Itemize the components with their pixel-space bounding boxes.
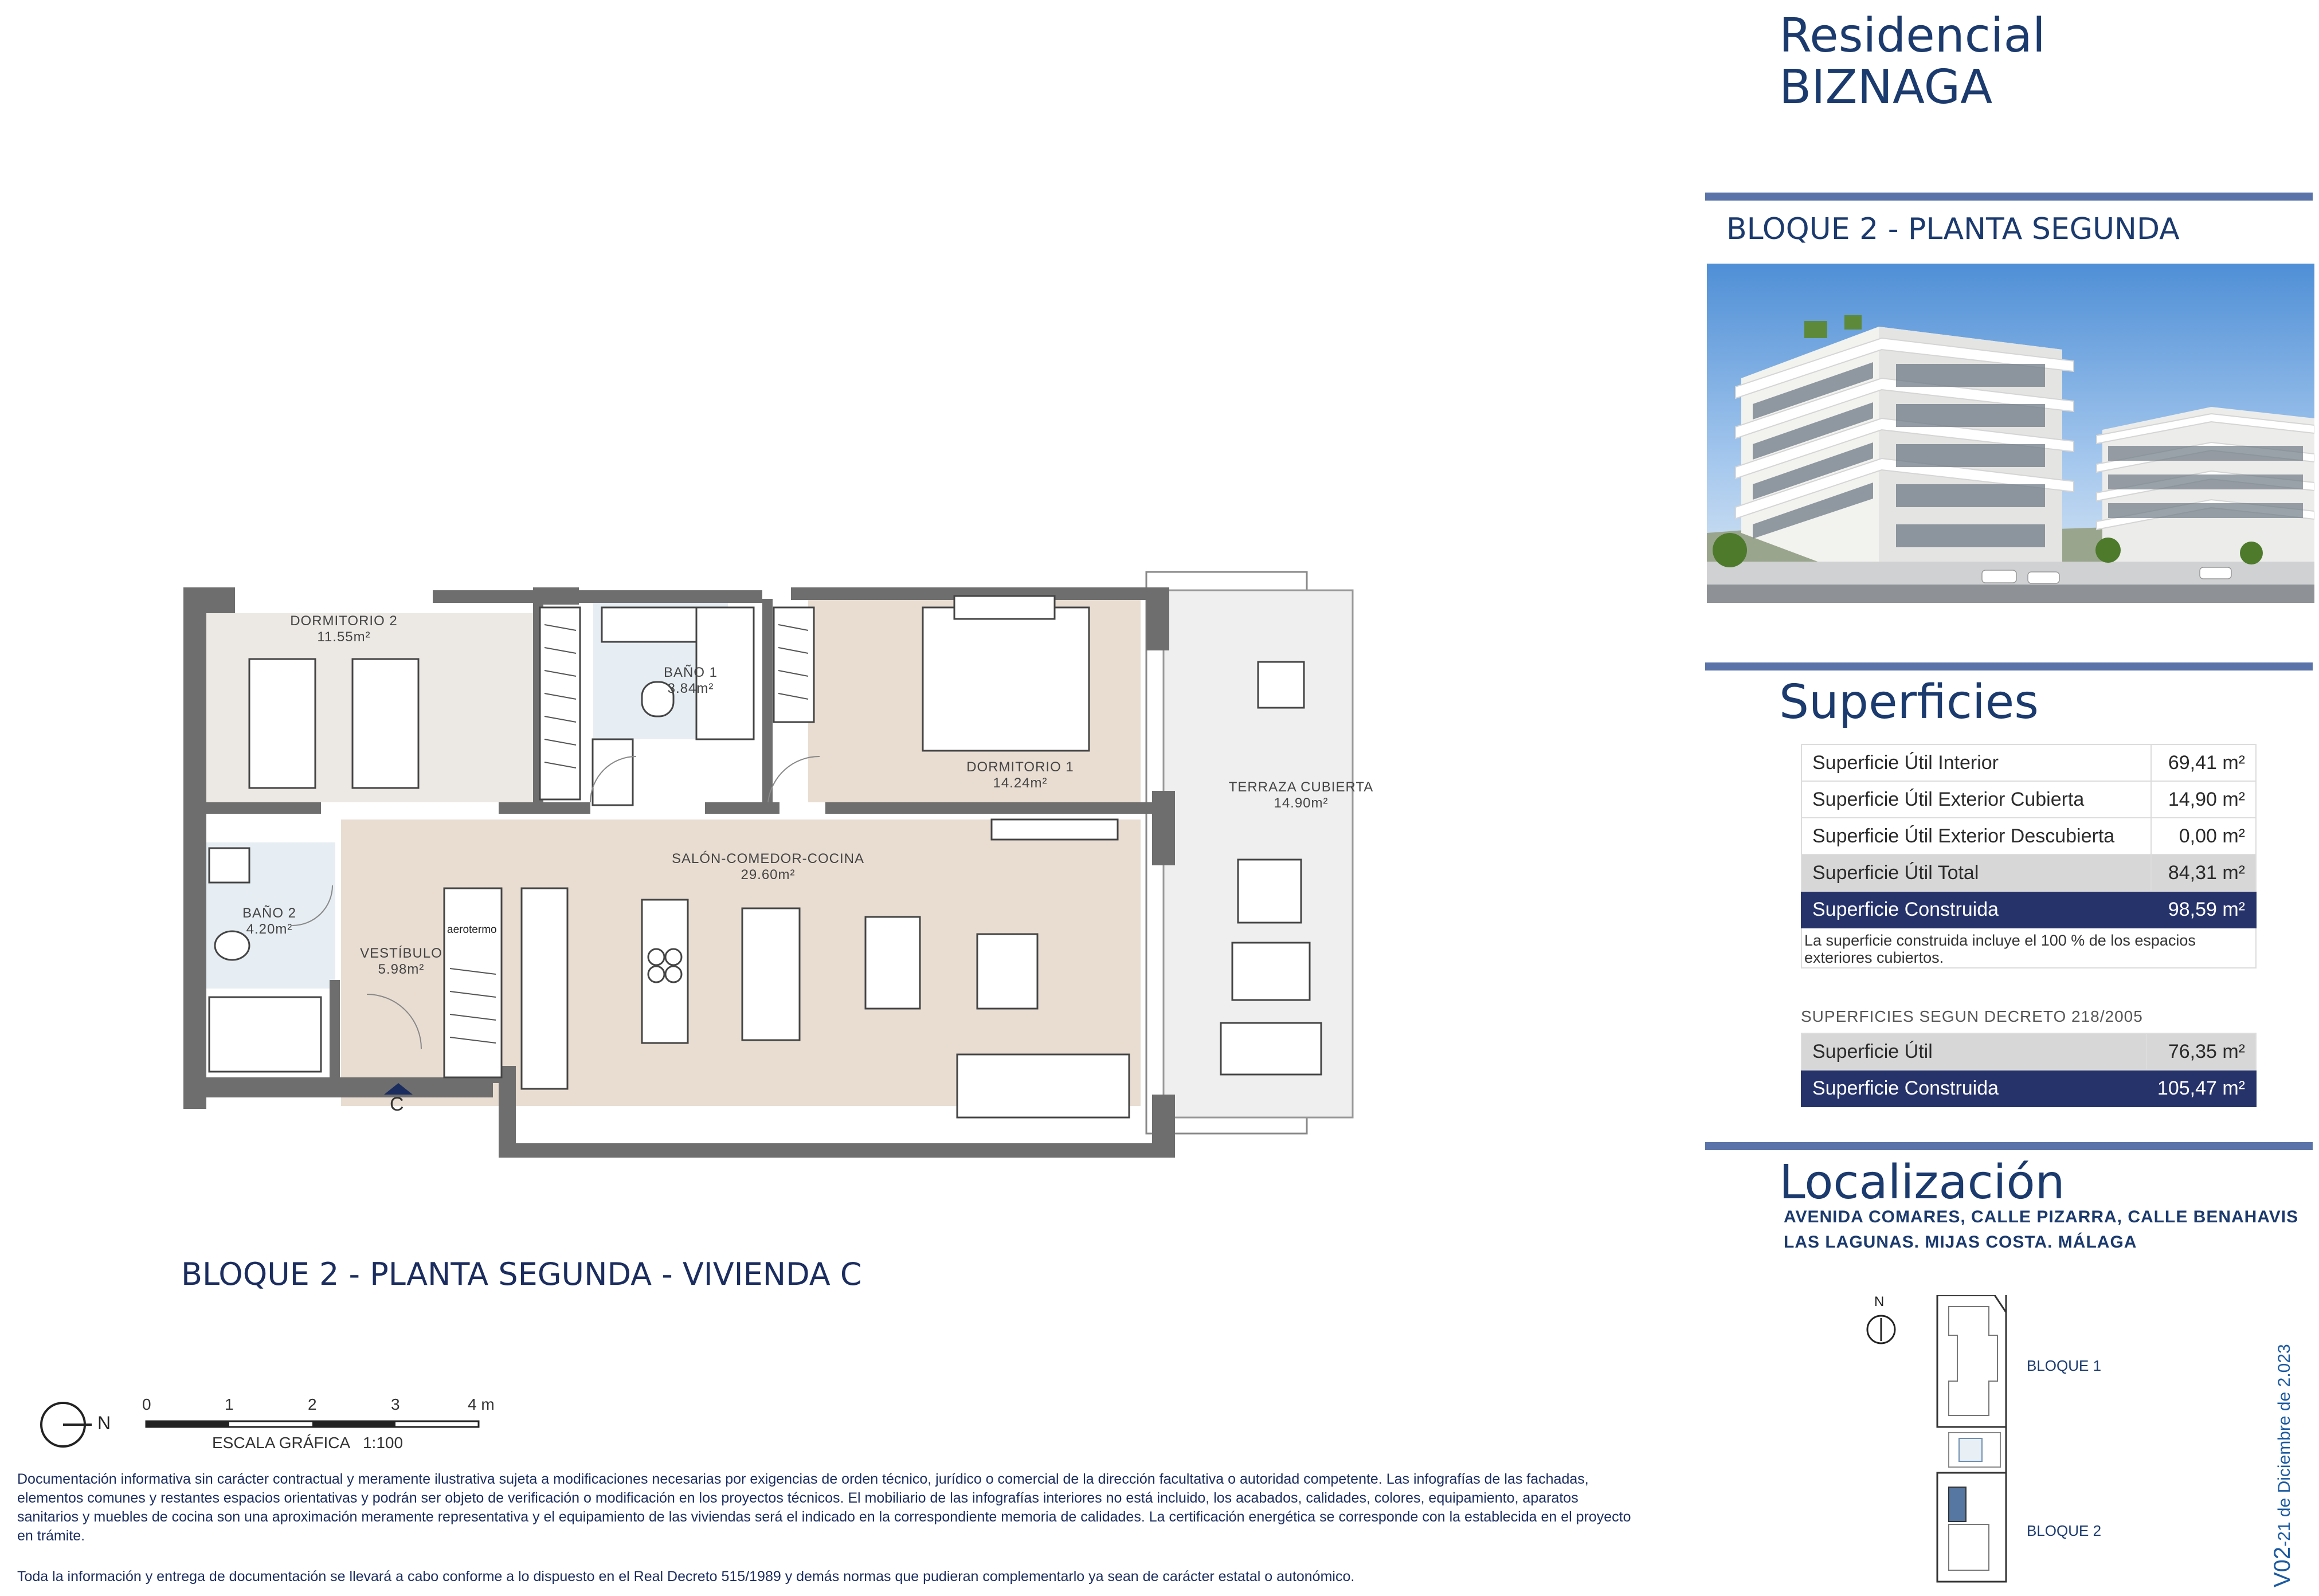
superficie-label: Superficie Útil Exterior Cubierta [1801, 781, 2151, 818]
plan-north-label: N [97, 1413, 111, 1433]
decreto-title: SUPERFICIES SEGUN DECRETO 218/2005 [1801, 1007, 2143, 1025]
legal-decree: Toda la información y entrega de documentación se llevará a cabo conforme a lo dispuesto en el Real Decreto 515/1989 y demás normas que pudieran complementarlo ya sean de carácter estatal o autonómico. [17, 1568, 1355, 1585]
site-north-label: N [1874, 1294, 1885, 1309]
scale-label: ESCALA GRÁFICA 1:100 [212, 1434, 404, 1452]
superficie-row [1801, 854, 2256, 891]
decreto-label: Superficie Construida [1801, 1070, 2146, 1107]
version-date: -21 de Diciembre de 2.023 [2275, 1344, 2294, 1547]
decreto-value: 105,47 m² [2146, 1070, 2256, 1107]
superficie-value: 0,00 m² [2151, 818, 2256, 854]
superficie-value: 84,31 m² [2151, 854, 2256, 891]
site-north-icon [1867, 1316, 1895, 1343]
floor-plan-svg [178, 567, 1421, 1203]
scale-tick-0: 0 [142, 1395, 151, 1413]
decreto-table-wrap [1801, 1033, 2257, 1107]
superficie-label: Superficie Construida [1801, 891, 2151, 928]
site-key-plan [1857, 1295, 2155, 1593]
version-stamp [2270, 1344, 2296, 1587]
superficies-title: Superficies [1779, 675, 2039, 730]
superficie-row [1801, 744, 2256, 781]
localizacion-title: Localización [1779, 1155, 2065, 1210]
address-line1: AVENIDA COMARES, CALLE PIZARRA, CALLE BENAHAVIS [1784, 1207, 2299, 1226]
decreto-table [1801, 1033, 2257, 1107]
superficies-note: La superficie construida incluye el 100 % de los espacios exteriores cubiertos. [1801, 928, 2257, 968]
address-line2: LAS LAGUNAS. MIJAS COSTA. MÁLAGA [1784, 1233, 2137, 1252]
room-bano2: BAÑO 2 4.20m² [242, 905, 297, 937]
version-code: V02 [2270, 1546, 2295, 1587]
localizacion-rule [1705, 1142, 2313, 1150]
superficie-value: 98,59 m² [2151, 891, 2256, 928]
superficie-row [1801, 891, 2256, 928]
plan-title: BLOQUE 2 - PLANTA SEGUNDA - VIVIENDA C [181, 1256, 862, 1292]
scale-tick-4: 4 m [468, 1395, 495, 1413]
room-vestibulo: VESTÍBULO 5.98m² [360, 946, 442, 977]
bloque1-label: BLOQUE 1 [2027, 1357, 2102, 1374]
brand-title [1779, 10, 2046, 113]
brand-line2: BIZNAGA [1779, 60, 1993, 115]
superficie-value: 69,41 m² [2151, 744, 2256, 781]
decreto-value: 76,35 m² [2146, 1033, 2256, 1070]
legal-disclaimer: Documentación informativa sin carácter contractual y meramente ilustrativa sujeta a modificaciones necesarias por exigencias de orden técnico, jurídico o comercial de la dirección facultativa o autoridad competente. Las infografías de las fachadas, elementos comunes y restantes espacios orientativas y podrán ser objeto de verificación o modificación en los proyectos técnicos. El mobiliario de las infografías interiores no está incluido, los acabados, calidades, colores, equipamiento, aparatos sanitarios y muebles de cocina son una aproximación meramente representativa y el equipamiento de las viviendas será el indicado en la correspondiente memoria de calidades. La certificación energética se corresponde con la establecida en el proyecto en trámite. [17, 1471, 1631, 1544]
scale-tick-3: 3 [391, 1395, 400, 1413]
room-dormitorio1: DORMITORIO 1 14.24m² [966, 759, 1074, 791]
superficies-table-wrap [1801, 744, 2257, 968]
room-bano1: BAÑO 1 3.84m² [663, 665, 718, 696]
superficie-row [1801, 781, 2256, 818]
superficies-table [1801, 744, 2257, 928]
header-rule [1705, 193, 2313, 201]
superficies-rule [1705, 662, 2313, 670]
graphic-scale [34, 1393, 550, 1461]
entry-label: C [390, 1093, 404, 1115]
scale-tick-2: 2 [308, 1395, 317, 1413]
decreto-row [1801, 1070, 2256, 1107]
scale-tick-1: 1 [225, 1395, 234, 1413]
aerotermo-label: aerotermo [447, 924, 497, 936]
superficie-label: Superficie Útil Interior [1801, 744, 2151, 781]
superficie-label: Superficie Útil Total [1801, 854, 2151, 891]
superficie-row [1801, 818, 2256, 854]
superficie-value: 14,90 m² [2151, 781, 2256, 818]
room-terraza: TERRAZA CUBIERTA 14.90m² [1228, 779, 1374, 811]
brand-line1: Residencial [1779, 9, 2046, 63]
superficie-label: Superficie Útil Exterior Descubierta [1801, 818, 2151, 854]
room-dormitorio2: DORMITORIO 2 11.55m² [290, 613, 398, 645]
decreto-label: Superficie Útil [1801, 1033, 2146, 1070]
room-salon: SALÓN-COMEDOR-COCINA 29.60m² [671, 851, 865, 883]
plan-north-icon [41, 1403, 92, 1446]
building-rendering [1707, 264, 2314, 603]
bloque2-label: BLOQUE 2 [2027, 1522, 2102, 1539]
floor-plan [178, 567, 1421, 1203]
block-title: BLOQUE 2 - PLANTA SEGUNDA [1726, 212, 2180, 246]
decreto-row [1801, 1033, 2256, 1070]
